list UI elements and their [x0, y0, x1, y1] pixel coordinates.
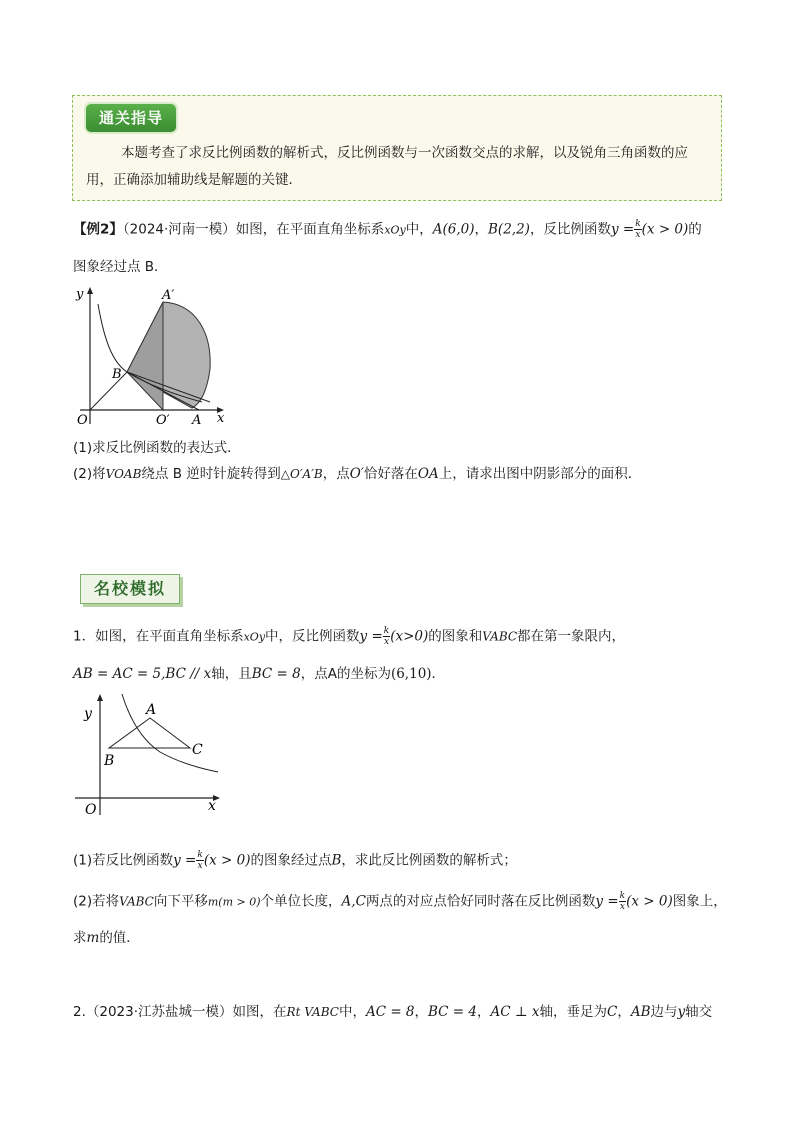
- p1q2-l2-m: m: [86, 930, 100, 946]
- p1-y-axis-arrow: [97, 694, 103, 701]
- problem2-line1: [73, 1002, 712, 1022]
- p1q1-func-domain: (x > 0): [203, 852, 251, 869]
- p2-ab: AB: [630, 1004, 651, 1020]
- example2-point-b: B(2,2): [488, 221, 530, 238]
- p1-y-label: y: [84, 706, 92, 722]
- p1q2-text-c: 个单位长度，: [260, 893, 342, 910]
- p1-o-label: O: [85, 802, 97, 818]
- p1q2-text-e: 图象上，: [672, 893, 727, 910]
- p1-text-b: 轴，且: [211, 666, 252, 682]
- q2-text-b: 绕点 B 逆时针旋转得到: [141, 466, 281, 482]
- p1q2-func-y: y =: [595, 893, 619, 910]
- fig1-a-label: A: [192, 413, 202, 428]
- fig1-o-label: O: [77, 413, 88, 428]
- p1-eq1: AB = AC = 5,BC // x: [73, 666, 212, 682]
- p1q2-l2-text-a: 求: [73, 930, 87, 946]
- p1-tail2: 都在第一象限内，: [517, 628, 626, 645]
- p2-tail: 边与: [650, 1004, 678, 1020]
- p1-b-label: B: [104, 753, 115, 769]
- problem1-q2-line2: [73, 928, 140, 948]
- problem1-line1: [73, 626, 625, 648]
- q2-oa: OA: [417, 466, 439, 482]
- p2-bc: BC = 4: [428, 1004, 477, 1020]
- school-badge: 名校模拟: [80, 574, 180, 604]
- q2-tri: VOAB: [105, 467, 142, 481]
- p1q2-text-b: 向下平移: [153, 893, 208, 910]
- example2-func-y: y =: [610, 221, 635, 238]
- example2-q2: [73, 464, 641, 484]
- y-axis-arrow: [87, 287, 93, 294]
- p2-c: C: [606, 1004, 618, 1020]
- p2-rt: Rt VABC: [286, 1005, 339, 1019]
- p2-y: y: [677, 1004, 686, 1020]
- q2-text-c: ，点: [322, 466, 350, 482]
- example2-tag: 【例2】: [73, 221, 123, 238]
- p1-text-d: ，点A的坐标为: [300, 666, 391, 682]
- p1q1-func-frac: $\frac{k}{x}$: [197, 850, 203, 871]
- p1q1-text-b: 的图象经过点: [250, 852, 332, 869]
- example2-coord: xOy: [384, 223, 406, 237]
- p1-eq2: BC = 8: [251, 666, 301, 682]
- fig1-aprime-label: A′: [162, 288, 175, 303]
- p1q1-text-d: ，求此反比例函数的解析式；: [341, 852, 517, 869]
- rotated-triangle: [127, 302, 163, 410]
- fig1-b-label: B: [112, 367, 122, 382]
- p1q1-func-y: y =: [173, 852, 197, 869]
- p2-tail2: 轴交: [685, 1004, 713, 1020]
- fig1-x-label: x: [217, 411, 225, 426]
- p2-lead: 2.（2023·江苏盐城一模）如图，在: [73, 1004, 287, 1020]
- p1q1-text-a: (1)若反比例函数: [73, 852, 174, 869]
- example2-func-domain: (x > 0): [641, 221, 689, 238]
- p1-mid: 中，反比例函数: [265, 628, 360, 645]
- p1q2-text-a: (2)若将: [73, 893, 120, 910]
- p2-mid2: 轴，垂足为: [539, 1004, 607, 1020]
- p1-c-label: C: [192, 742, 203, 758]
- guide-text-line1: 本题考查了求反比例函数的解析式，反比例函数与一次函数交点的求解，以及锐角三角函数的应: [121, 145, 688, 161]
- problem1-figure: [70, 690, 230, 825]
- q2-tri2: △O′A′B: [280, 467, 323, 481]
- q2-o: O′: [349, 466, 364, 482]
- example2-line2: 图象经过点 B．: [73, 259, 168, 275]
- problem1-q2: [73, 891, 727, 913]
- example2-q1: (1)求反比例函数的表达式．: [73, 440, 241, 456]
- example2-point-a: A(6,0): [432, 221, 475, 238]
- p2-sep2: ，: [477, 1004, 491, 1020]
- fig1-y-label: y: [76, 287, 84, 302]
- p1q2-tri: VABC: [119, 894, 154, 909]
- p1q2-func-domain: (x > 0): [626, 893, 673, 910]
- p1-text-f: ．: [431, 666, 446, 682]
- p1-func-y: y =: [359, 628, 383, 645]
- fig1-oprime-label: O′: [156, 413, 170, 428]
- p1q2-text-d: 两点的对应点恰好同时落在反比例函数: [365, 893, 596, 910]
- example2-figure: [72, 284, 232, 429]
- p2-ac: AC = 8: [365, 1004, 415, 1020]
- p1-lead: 1．如图，在平面直角坐标系: [73, 628, 244, 645]
- p1q2-func-frac: $\frac{k}{x}$: [619, 891, 626, 912]
- guide-badge: 通关指导: [86, 104, 176, 132]
- problem1-q1: [73, 850, 517, 871]
- p1-tri: VABC: [482, 629, 518, 644]
- p1-func-domain: (x>0): [390, 628, 429, 645]
- p2-perp: AC ⊥ x: [490, 1004, 540, 1020]
- p1q2-l2-text-b: 的值．: [99, 930, 140, 946]
- p1q2-m: m(m > 0): [207, 895, 261, 909]
- p1q1-point-b: B: [331, 852, 342, 869]
- p1-point-a: (6,10): [390, 666, 432, 682]
- p1-a-label: A: [146, 702, 157, 718]
- example2-mid: 中，: [405, 221, 433, 238]
- p2-sep1: ，: [414, 1004, 429, 1020]
- q2-text-a: (2)将: [73, 466, 106, 482]
- p1-func-frac: $\frac{k}{x}$: [383, 626, 390, 647]
- example2-source: （2024·河南一模）如图，在平面直角坐标系: [122, 221, 385, 238]
- example2-func-lead: ，反比例函数: [529, 221, 611, 238]
- q2-text-e: 上，请求出图中阴影部分的面积．: [438, 466, 642, 482]
- p1-tail: 的图象和: [428, 628, 483, 645]
- guide-text-line2: 用，正确添加辅助线是解题的关键．: [86, 172, 302, 188]
- p2-mid: 中，: [338, 1004, 366, 1020]
- example2-line1: 【例2】（2024·河南一模）如图，在平面直角坐标系xOy中，A(6,0)，B(2,2)，反比例函数y = $\frac{k}{x}$ (x > 0)的: [73, 219, 702, 240]
- q2-text-d: 恰好落在: [363, 466, 418, 482]
- problem1-line2: [73, 664, 445, 684]
- example2-tail: 的: [688, 221, 702, 238]
- example2-func-frac: $\frac{k}{x}$: [635, 219, 641, 240]
- p1-x-label: x: [208, 798, 216, 814]
- p2-sep3: ，: [617, 1004, 631, 1020]
- p1-coord: xOy: [243, 630, 266, 644]
- p1q2-ac: A,C: [341, 893, 366, 910]
